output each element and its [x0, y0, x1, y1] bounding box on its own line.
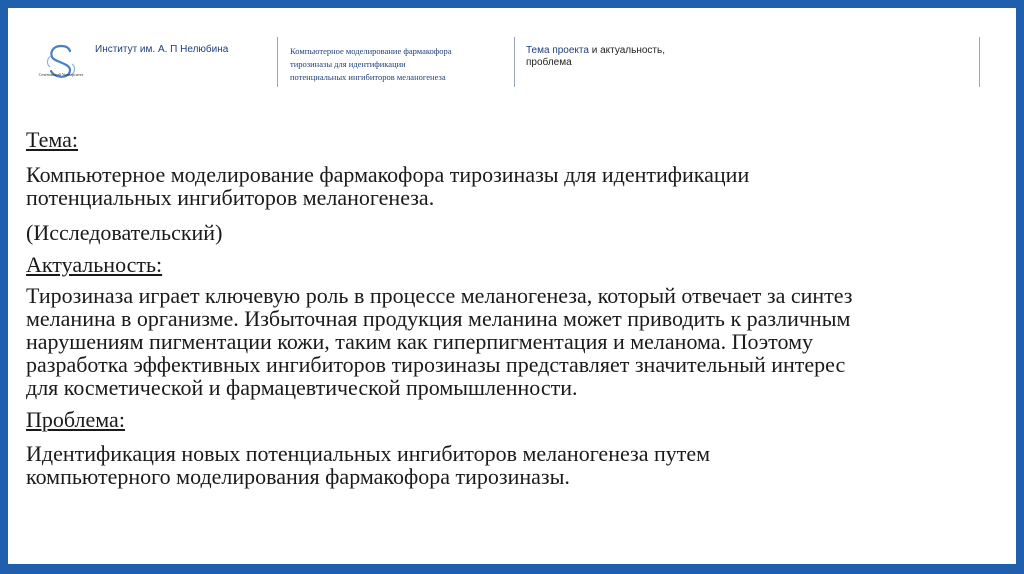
topic-text-line: Компьютерное моделирование фармакофора тирозиназы для идентификации	[26, 162, 750, 187]
section-highlight: Тема проекта	[526, 45, 589, 56]
header-divider	[979, 37, 980, 87]
topic-heading: Тема:	[26, 127, 79, 152]
section-rest: и актуальность,	[588, 45, 665, 56]
section-line2: проблема	[526, 57, 572, 68]
problem-heading: Проблема:	[26, 407, 125, 432]
topic-text-line: потенциальных ингибиторов меланогенеза.	[26, 185, 435, 210]
header-topic-line: потенциальных ингибиторов меланогенеза	[290, 72, 446, 82]
relevance-text-line: меланина в организме. Избыточная продукция меланина может приводить к различным	[26, 306, 851, 331]
university-logo-icon	[44, 42, 78, 92]
problem-text-line: Идентификация новых потенциальных ингибиторов меланогенеза путем	[26, 441, 711, 466]
header-section	[526, 45, 726, 69]
problem-text-line: компьютерного моделирования фармакофора тирозиназы.	[26, 464, 570, 489]
slide-header	[8, 8, 1016, 108]
slide-content	[26, 128, 1006, 488]
relevance-text-line: нарушениям пигментации кожи, таким как гиперпигментация и меланома. Поэтому	[26, 329, 813, 354]
relevance-text-line: для косметической и фармацевтической промышленности.	[26, 375, 578, 400]
institute-name: Институт им. А. П Нелюбина	[95, 44, 229, 55]
header-divider	[277, 37, 278, 87]
header-divider	[514, 37, 515, 87]
header-topic-line: тирозиназы для идентификации	[290, 59, 406, 69]
logo-caption: Сеченовский Университет	[38, 72, 84, 77]
relevance-text-line: Тирозиназа играет ключевую роль в процессе меланогенеза, который отвечает за синтез	[26, 283, 853, 308]
relevance-heading: Актуальность:	[26, 252, 163, 277]
header-topic-line: Компьютерное моделирование фармакофора	[290, 46, 452, 56]
project-type: (Исследовательский)	[26, 220, 223, 245]
header-topic	[290, 45, 500, 84]
relevance-text-line: разработка эффективных ингибиторов тирозиназы представляет значительный интерес	[26, 352, 846, 377]
slide	[8, 8, 1016, 564]
